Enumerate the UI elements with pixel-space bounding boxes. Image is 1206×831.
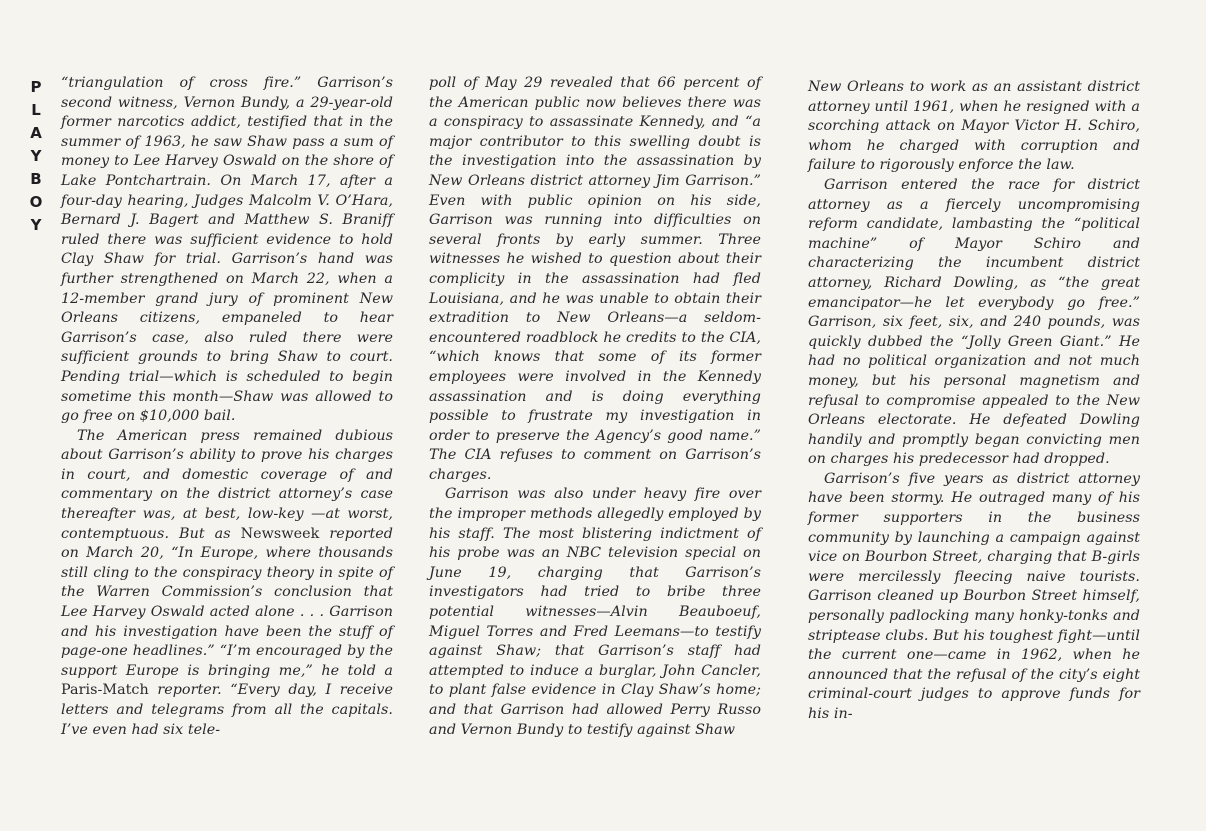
text-column-1	[61, 74, 393, 740]
text-column-3	[808, 78, 1140, 725]
text-column-2	[429, 74, 761, 740]
magazine-name-vertical	[28, 76, 44, 237]
text-segment: “triangulation of cross fire.” Garrison’s second witness, Vernon Bundy, a 29-year-old former narcotics addict, testified that in the summer of 1963, he saw Shaw pass a sum of money to Lee Harvey Oswald on the shore of Lake Pontchartrain. On March 17, after a four-day hearing, Judges Malcolm V. O’Hara, Bernard J. Bagert and Matthew S. Braniff ruled there was sufficient evidence to hold Clay Shaw for trial. Garrison’s hand was further strengthened on March 22, when a 12-member grand jury of prominent New Orleans citizens, empaneled to hear Garrison’s case, also ruled there were sufficient grounds to bring Shaw to court. Pending trial—which is scheduled to begin sometime this month—Shaw was allowed to go free on $10,000 bail.	[61, 75, 393, 425]
magazine-name-letter: Y	[30, 216, 42, 234]
paragraph	[429, 74, 761, 485]
paragraph	[61, 74, 393, 427]
magazine-name-letter: B	[30, 170, 42, 188]
magazine-name-letter: O	[29, 193, 43, 211]
magazine-name-letter: P	[30, 78, 42, 96]
publication-name: Newsweek	[240, 525, 320, 542]
paragraph	[61, 427, 393, 741]
magazine-name-letter: Y	[30, 147, 42, 165]
paragraph	[429, 485, 761, 740]
text-segment: Garrison was also under heavy fire over the improper methods allegedly employed by his staff. The most blistering indictment of his probe was an NBC television special on June 19, charging that Garrison’s investigators had tried to bribe three potential witnesses—Alvin Beauboeuf, Miguel Torres and Fred Leemans—to testify against Shaw; that Garrison’s staff had attempted to induce a burglar, John Cancler, to plant false evidence in Clay Shaw’s home; and that Garrison had allowed Perry Russo and Vernon Bundy to testify against Shaw	[429, 486, 761, 738]
text-segment: Garrison entered the race for district attorney as a fiercely uncompromising reform candidate, lambasting the “political machine” of Mayor Schiro and characterizing the incumbent district attorney, Richard Dowling, as “the great emancipator—he let everybody go free.” Garrison, six feet, six, and 240 pounds, was quickly dubbed the “Jolly Green Giant.” He had no political organization and not much money, but his personal magnetism and refusal to compromise appealed to the New Orleans electorate. He defeated Dowling handily and promptly began convicting men on charges his predecessor had dropped.	[808, 176, 1140, 468]
text-segment: Garrison’s five years as district attorney have been stormy. He outraged many of his former supporters in the business community by launching a campaign against vice on Bourbon Street, charging that B-girls were mercilessly fleecing naive tourists. Garrison cleaned up Bourbon Street himself, personally padlocking many honky-tonks and striptease clubs. But his toughest fight—until the current one—came in 1962, when he announced that the refusal of the city’s eight criminal-court judges to approve funds for his in-	[808, 470, 1140, 722]
magazine-name-letter: A	[30, 124, 42, 142]
magazine-name-letter: L	[31, 101, 41, 119]
publication-name: Paris-Match	[61, 682, 149, 699]
text-segment: reported on March 20, “In Europe, where thousands still cling to the conspiracy theory in spite of the Warren Commission’s conclusion that Lee Harvey Oswald acted alone . . . Garrison and his investigation have been the stuff of page-one headlines.” “I’m encouraged by the support Europe is bringing me,” he told a	[61, 525, 393, 679]
paragraph	[808, 176, 1140, 470]
text-segment: poll of May 29 revealed that 66 percent of the American public now believes there was a conspiracy to assassinate Kennedy, and “a major contributor to this swelling doubt is the investigation into the assassination by New Orleans district attorney Jim Garrison.” Even with public opinion on his side, Garrison was running into difficulties on several fronts by early summer. Three witnesses he wished to question about their complicity in the assassination had fled Louisiana, and he was unable to obtain their extradition to New Orleans—a seldom-encountered roadblock he credits to the CIA, “which knows that some of its former employees were involved in the Kennedy assassination and is doing everything possible to frustrate my investigation in order to preserve the Agency’s good name.” The CIA refuses to comment on Garrison’s charges.	[429, 75, 761, 483]
text-segment: The American press remained dubious about Garrison’s ability to prove his charges in court, and domestic coverage of and commentary on the district attorney’s case thereafter was, at best, low-key —at worst, contemptuous. But as	[61, 427, 393, 542]
paragraph	[808, 78, 1140, 176]
paragraph	[808, 470, 1140, 725]
text-segment: reporter. “Every day, I receive letters and telegrams from all the capitals. I’ve even had six tele-	[61, 682, 393, 738]
text-segment: New Orleans to work as an assistant district attorney until 1961, when he resigned with a scorching attack on Mayor Victor H. Schiro, whom he charged with corruption and failure to rigorously enforce the law.	[808, 79, 1140, 174]
